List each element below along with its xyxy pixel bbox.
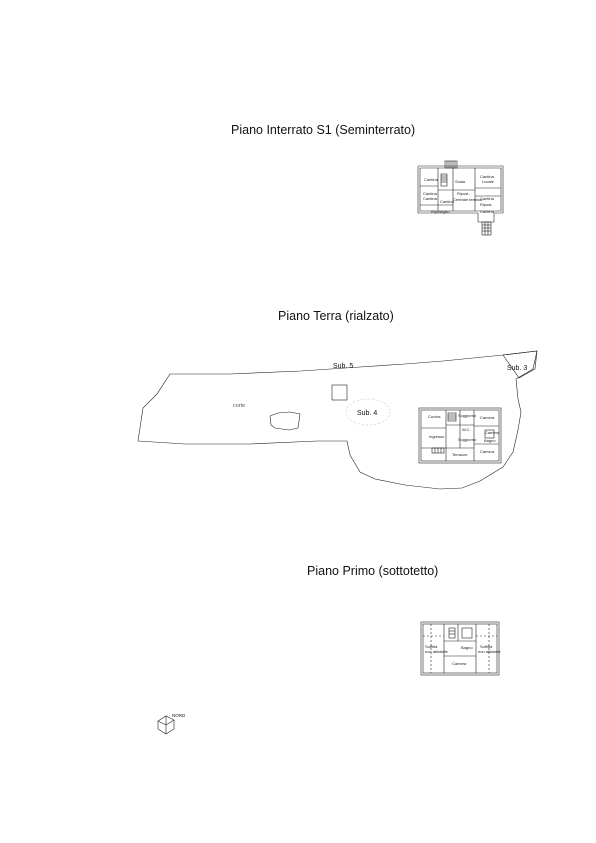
corte-label: corte (233, 403, 246, 409)
room-label: W.C. (462, 427, 471, 432)
room-label: Camera (480, 449, 495, 454)
north-arrow-icon (158, 716, 174, 734)
room-label: Soffitta (480, 644, 493, 649)
sub5-area (332, 385, 347, 400)
room-label: Ripost. (457, 191, 470, 196)
sub3-label: Sub. 3 (507, 365, 528, 372)
room-label: Cantina (423, 196, 437, 201)
room-label: Cantina (423, 191, 437, 196)
floor-title-terra: Piano Terra (rialzato) (278, 309, 394, 323)
room-label: Soffitta (425, 644, 438, 649)
floor-title-primo: Piano Primo (sottotetto) (307, 564, 439, 578)
room-label: Camera (452, 661, 467, 666)
sub5-label: Sub. 5 (333, 363, 354, 370)
room-label: Centrale termica (453, 197, 483, 202)
room-label: Locale (482, 179, 494, 184)
room-label: Ingresso (429, 434, 445, 439)
plan-terra (138, 351, 537, 489)
room-label: Terrazzo (452, 452, 468, 457)
north-label: NORD (172, 713, 186, 718)
room-label: Cantina (424, 177, 438, 182)
sub4-label: Sub. 4 (357, 410, 378, 417)
room-label: non abitabile (478, 649, 501, 654)
room-label: Ripost. (480, 202, 493, 207)
room-label: non abitabile (425, 649, 448, 654)
room-label: Soggiorno (458, 413, 477, 418)
room-label: Bagno (461, 645, 473, 650)
room-label: Cucina (428, 414, 441, 419)
floor-title-seminterrato: Piano Interrato S1 (Seminterrato) (231, 123, 416, 137)
room-label: Camera (485, 430, 500, 435)
room-label: Ripostiglio (431, 209, 450, 214)
room-label: Soggiorno (458, 437, 477, 442)
room-label: Cantina (480, 196, 494, 201)
room-label: Cantina (480, 174, 494, 179)
room-label: Cantina (480, 209, 494, 214)
room-label: Scala (455, 179, 466, 184)
room-label: Bagno (484, 438, 496, 443)
room-label: Camera (480, 415, 495, 420)
room-label: Cantina (440, 199, 454, 204)
